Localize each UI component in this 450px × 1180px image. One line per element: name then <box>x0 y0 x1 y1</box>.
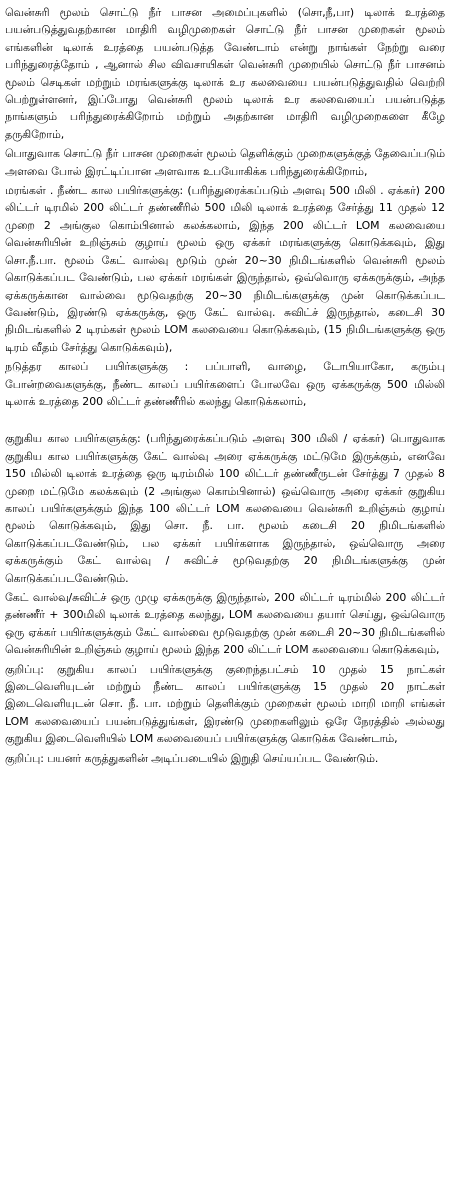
paragraph-note-interval: குறிப்பு: குறுகிய காலப் பயிர்களுக்கு குறைந்தபட்சம் 10 முதல் 15 நாட்கள் இடைவெளியுடன் மற்றும் நீண்ட காலப் பயிர்களுக்கு 15 முதல் 20 நாட்கள் இடைவெளியுடன் சொ. நீ. பா. மற்றும் தெளிக்கும் முறைகள் மூலம் மாறி மாறி எங்கள் LOM கலவையைப் பயன்படுத்துங்கள், இரண்டு முறைகளிலும் ஒரே நேரத்தில் அல்லது குறுகிய இடைவெளியில் LOM கலவையைப் பயிர்களுக்கு கொடுக்க வேண்டாம், <box>5 662 445 746</box>
paragraph-short-term-crops: குறுகிய கால பயிர்களுக்கு: (பரிந்துரைக்கப்படும் அளவு 300 மிலி / ஏக்கர்) பொதுவாக குறுகிய கால பயிர்களுக்கு கேட் வால்வு அரை ஏக்கருக்கு மட்டுமே இருக்கும், எனவே 150 மில்லி டிலாக் உரத்தை ஒரு டிரம்மில் 100 லிட்டர் தண்ணீருடன் சேர்த்து 7 முதல் 8 முறை மட்டுமே கலக்கவும் (2 அங்குல கொம்பினால்) ஒவ்வொரு அரை ஏக்கர் குறுகிய காலப் பயிர்களுக்கும் இந்த 100 லிட்டர் LOM கலவையை வென்சுரி உறிஞ்சும் குழாய் மூலம் கொடுக்கவும், இது சொ. நீ. பா. மூலம் கடைசி 20 நிமிடங்களில் கொடுக்கப்படவேண்டும், பல ஏக்கர் பயிர்களாக இருந்தால், ஒவ்வொரு அரை ஏக்கருக்கும் கேட் வால்வு / சுவிட்ச் மூடுவதற்கு 20 நிமிடங்களுக்கு முன் கொடுக்கப்படவேண்டும். <box>5 432 445 585</box>
paragraph-medium-term-crops: நடுத்தர காலப் பயிர்களுக்கு : பப்பாளி, வாழை, டோபியாகோ, கரும்பு போன்றவைகளுக்கு, நீண்ட காலப் பயிர்களைப் போலவே ஒரு ஏக்கருக்கு 500 மில்லி டிலாக் உரத்தை 200 லிட்டர் தண்ணீரில் கலந்து கொடுக்கலாம், <box>5 360 445 408</box>
paragraph-full-acre-valve: கேட் வால்வு/சுவிட்ச் ஒரு முழு ஏக்கருக்கு இருந்தால், 200 லிட்டர் டிரம்மில் 200 லிட்டர் தண்ணீர் + 300மிலி டிலாக் உரத்தை கலந்து, LOM கலவையை தயார் செய்து, ஒவ்வொரு ஒரு ஏக்கர் பயிர்களுக்கும் கேட் வால்வை மூடுவதற்கு முன் கடைசி 20~30 நிமிடங்களில் வென்சுரியின் உறிஞ்சும் குழாய் மூலம் இந்த 200 லிட்டர் LOM கலவையை கொடுக்கவும், <box>5 591 445 657</box>
paragraph-note-final: குறிப்பு: பயனர் கருத்துகளின் அடிப்படையில் இறுதி செய்யப்பட வேண்டும். <box>5 751 379 765</box>
paragraph-long-term-crops: மரங்கள் . நீண்ட கால பயிர்களுக்கு: (பரிந்துரைக்கப்படும் அளவு 500 மிலி . ஏக்கர்) 200 லிட்டர் டிரமில் 200 லிட்டர் தண்ணீரில் 500 மிலி டிலாக் உரத்தை சேர்த்து 11 முதல் 12 முறை 2 அங்குல கொம்பினால் கலக்கலாம், இந்த 200 லிட்டர் LOM கலவையை வென்சுரியின் உறிஞ்சும் குழாய் மூலம் ஒரு ஏக்கர் மரங்களுக்கு கொடுக்கவும், இது சொ.நீ.பா. மூலம் கேட் வால்வு மூடும் முன் 20~30 நிமிடங்களில் வென்சுரி மூலம் கொடுக்கப்பட வேண்டும், பல ஏக்கர் மரங்கள் இருந்தால், ஒவ்வொரு ஏக்கருக்கும், அந்த ஏக்கருக்கான வால்வை மூடுவதற்கு 20~30 நிமிடங்களுக்கு முன் கொடுக்கப்பட வேண்டும், இரண்டு ஏக்கருக்கு, ஒரு கேட் வால்வு. சுவிட்ச் இருந்தால், கடைசி 30 நிமிடங்களில் 2 டிரம்கள் மூலம் LOM கலவையை கொடுக்கவும், (15 நிமிடங்களுக்கு ஒரு டிரம் வீதம் சேர்த்து கொடுக்கவும்), <box>5 184 445 354</box>
paragraph-general-dosage: பொதுவாக சொட்டு நீர் பாசன முறைகள் மூலம் தெளிக்கும் முறைகளுக்குத் தேவைப்படும் அளவை போல் இரட்டிப்பான அளவாக உபயோகிக்க பரிந்துரைக்கிறோம், <box>5 147 445 178</box>
paragraph-venturi-intro: வென்சுரி மூலம் சொட்டு நீர் பாசன அமைப்புகளில் (சொ,நீ,பா) டிலாக் உரத்தை பயன்படுத்துவதற்கான மாதிரி வழிமுறைகள் சொட்டு நீர் பாசன முறைகள் மூலம் எங்களின் டிலாக் உரத்தை பயன்படுத்த வேண்டாம் என்று நாங்கள் நேற்று வரை பரிந்துரைத்தோம் , ஆனால் சில விவசாயிகள் வென்சுரி முறையில் சொட்டு நீர் பாசனம் மூலம் செடிகள் மற்றும் மரங்களுக்கு டிலாக் உர கலவையை பயன்படுத்துவதில் வெற்றி பெற்றுள்ளனர், இப்போது வென்சுரி மூலம் டிலாக் உர கலவையைப் பயன்படுத்த நாங்களும் பரிந்துரைக்கிறோம் மற்றும் அதற்கான மாதிரி வழிமுறைகளை கீழே தருகிறோம், <box>5 6 445 141</box>
